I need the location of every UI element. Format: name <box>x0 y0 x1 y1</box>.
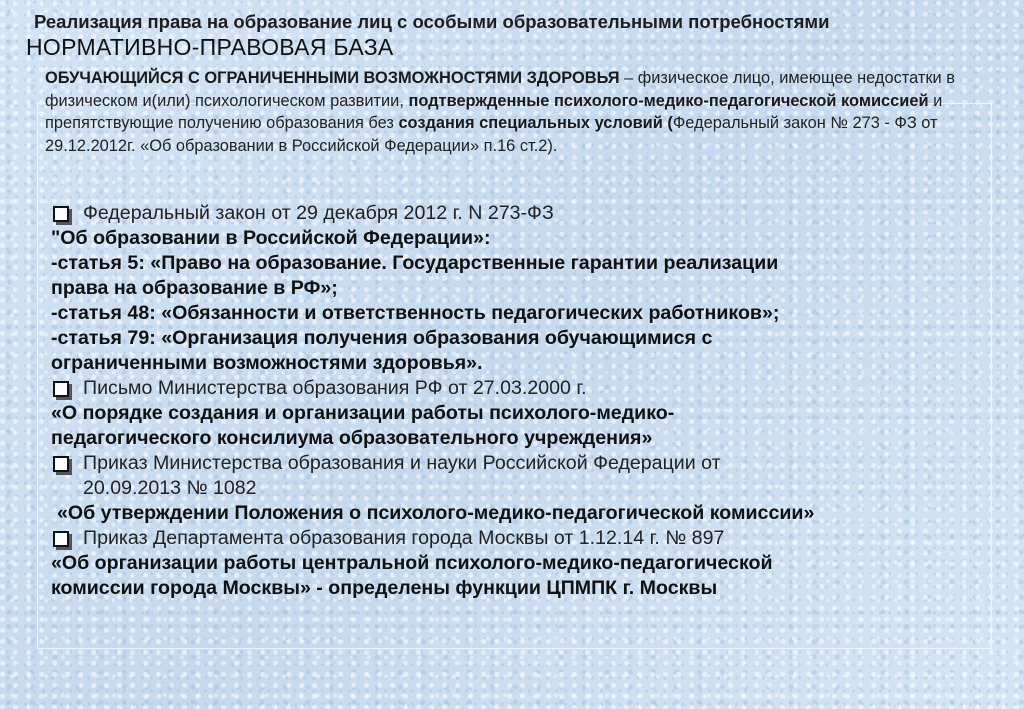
definition-bold-2: создания специальных условий ( <box>398 114 673 132</box>
definition-text-3: Федеральный закон № 273 - ФЗ от 29.12.2012г. «Об образовании в Российской Федерации» п.16 ст.2). <box>45 114 938 155</box>
definition-paragraph <box>45 67 990 157</box>
doc-1-article-79-l1: -статья 79: «Организация получения образования обучающимися с <box>51 327 713 349</box>
checkbox-bullet-icon <box>53 381 69 397</box>
doc-4-line: Приказ Департамента образования города Москвы от 1.12.14 г. № 897 <box>83 527 725 549</box>
doc-2-name-l2: педагогического консилиума образовательного учреждения» <box>51 427 653 449</box>
checkbox-bullet-icon <box>53 206 69 222</box>
doc-3-name: «Об утверждении Положения о психолого-медико-педагогической комиссии» <box>57 502 815 524</box>
doc-4-name-l2: комиссии города Москвы» - определены функции ЦПМПК г. Москвы <box>51 577 718 599</box>
list-item <box>45 201 995 226</box>
doc-2-line: Письмо Министерства образования РФ от 27.03.2000 г. <box>83 377 587 399</box>
list-item <box>45 451 995 476</box>
doc-1-article-5-l1: -статья 5: «Право на образование. Государственные гарантии реализации <box>51 252 779 274</box>
checkbox-bullet-icon <box>53 531 69 547</box>
doc-1-article-48: -статья 48: «Обязанности и ответственность педагогических работников»; <box>51 302 780 324</box>
definition-bold-1: подтвержденные психолого-медико-педагогической комиссией <box>408 91 929 110</box>
doc-1-name: "Об образовании в Российской Федерации»: <box>51 227 491 249</box>
definition-text-2: и препятствующие получению образования без <box>45 91 943 132</box>
definition-text-1: – физическое лицо, имеющее недостатки в физическом и(или) психологическом развитии, <box>45 69 955 110</box>
checkbox-bullet-icon <box>53 456 69 472</box>
doc-1-line: Федеральный закон от 29 декабря 2012 г. N 273-ФЗ <box>83 202 554 224</box>
doc-1-article-79-l2: ограниченными возможностями здоровья». <box>51 352 483 374</box>
doc-3-line-l2: 20.09.2013 № 1082 <box>83 477 257 499</box>
list-item <box>45 526 995 551</box>
doc-2-name-l1: «О порядке создания и организации работы психолого-медико- <box>51 402 675 424</box>
slide-subtitle: НОРМАТИВНО-ПРАВОВАЯ БАЗА <box>26 34 394 60</box>
slide-title: Реализация права на образование лиц с особыми образовательными потребностями <box>34 11 830 32</box>
doc-1-article-5-l2: права на образование в РФ»; <box>51 277 338 299</box>
doc-3-line-l1: Приказ Министерства образования и науки Российской Федерации от <box>83 452 721 474</box>
list-item <box>45 376 995 401</box>
doc-4-name-l1: «Об организации работы центральной психолого-медико-педагогической <box>51 552 773 574</box>
documents-list <box>45 201 995 601</box>
definition-term: ОБУЧАЮЩИЙСЯ С ОГРАНИЧЕННЫМИ ВОЗМОЖНОСТЯМИ ЗДОРОВЬЯ <box>45 69 620 87</box>
